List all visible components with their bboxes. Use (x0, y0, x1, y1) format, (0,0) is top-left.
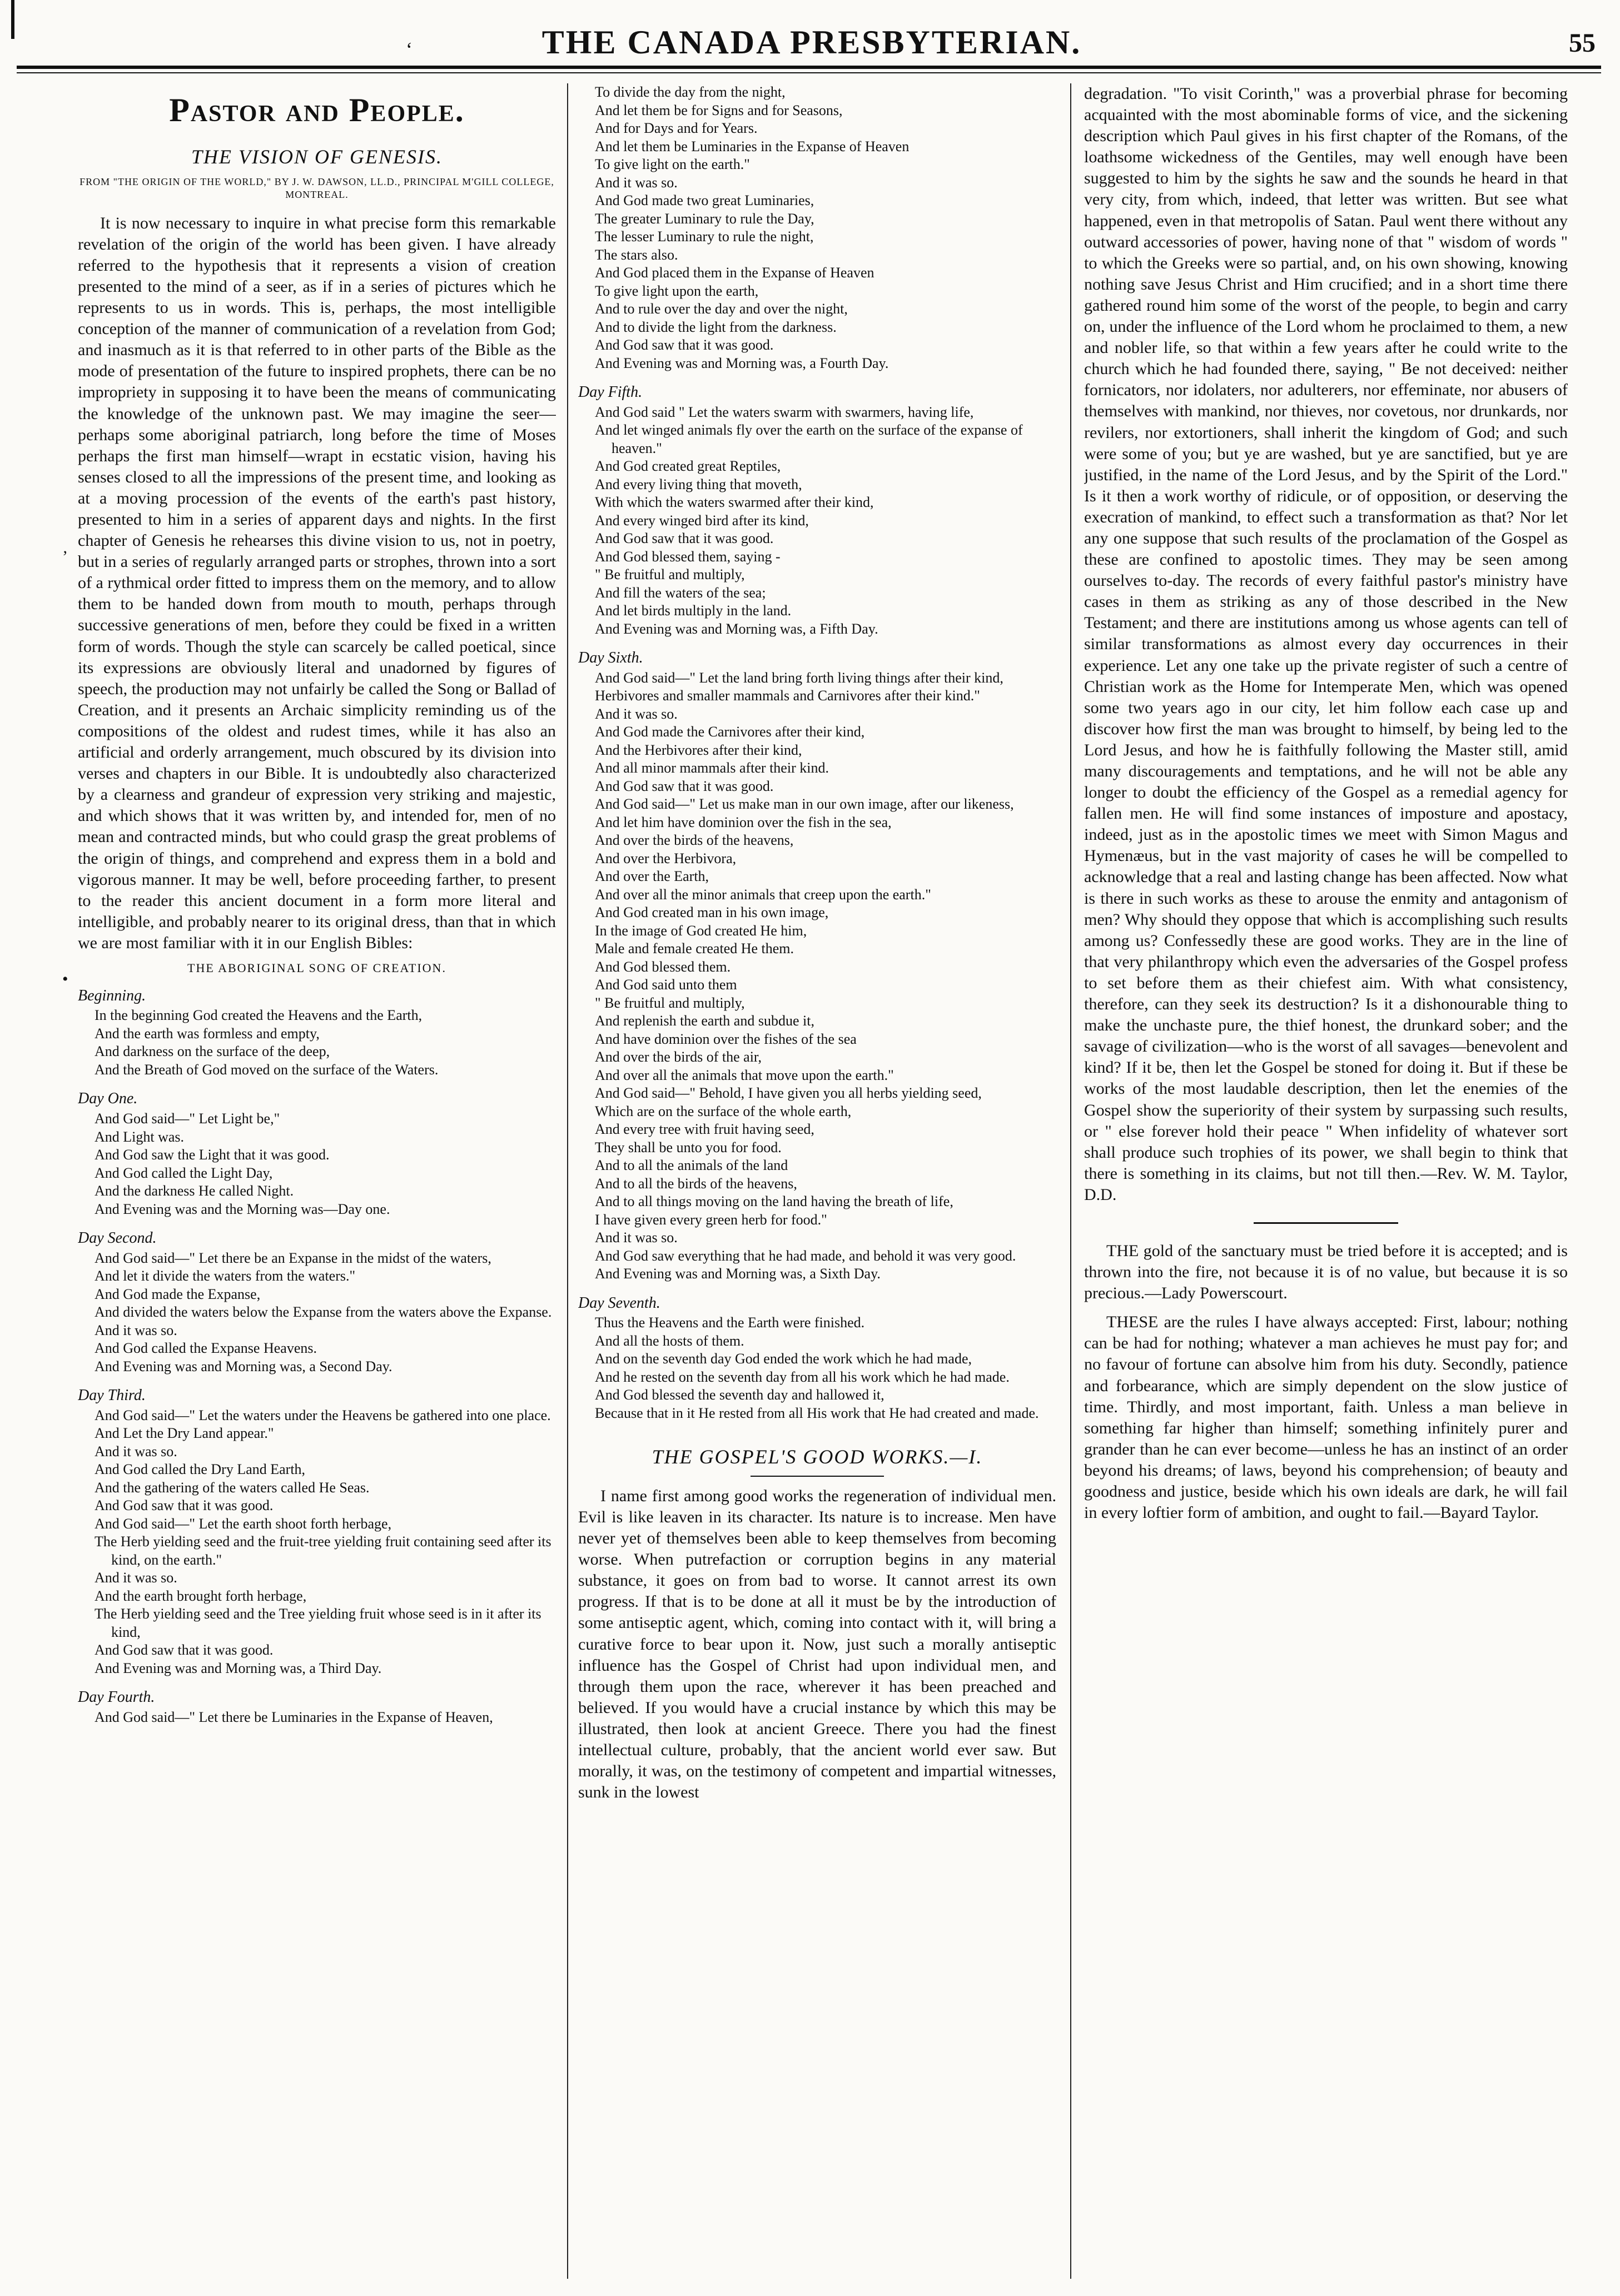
verse-line: And Light was. (95, 1128, 185, 1145)
verse-line: And every tree with fruit having seed, (595, 1121, 814, 1138)
verse-line: And to all the birds of the heavens, (595, 1175, 797, 1192)
verse-line: And it was so. (95, 1322, 177, 1338)
verse-line: And Evening was and the Morning was—Day one. (95, 1201, 390, 1217)
masthead-mark: ‘ (406, 38, 413, 61)
verse-line: And it was so. (95, 1443, 177, 1460)
verse-line: And God called the Expanse Heavens. (95, 1340, 317, 1357)
verse-line: And have dominion over the fishes of the sea (595, 1030, 857, 1047)
column-2 (578, 83, 1056, 2279)
verse-line: And let them be Luminaries in the Expanse of Heaven (595, 138, 910, 155)
article-byline: FROM "THE ORIGIN OF THE WORLD," BY J. W. DAWSON, LL.D., PRINCIPAL M'GILL COLLEGE, MONTREAL. (79, 176, 554, 201)
verse-line: And over the birds of the air, (595, 1049, 762, 1065)
verse-line: And it was so. (595, 1229, 678, 1246)
verse-line: And God said—" Let us make man in our own image, after our likeness, (595, 796, 1014, 813)
verse-line: And it was so. (595, 705, 678, 722)
verse-line: In the image of God created He him, (595, 922, 807, 939)
column-divider-1 (567, 83, 568, 2279)
verse-line: And God placed them in the Expanse of Heaven (595, 265, 874, 281)
verse-line: And it was so. (595, 174, 678, 191)
article2-body-continued: degradation. "To visit Corinth," was a proverbial phrase for becoming acquainted with the most abominable forms of vice, and the sickening description which Paul gives in his first chapter of the Romans, of the loathsome wickedness of the Gentiles, may well enough have been suggested to him by the sights he saw and the sounds he heard in that very city, from which, indeed, that letter was written. But see what happened, even in that metropolis of Satan. Paul went there without any outward accessories of power, having none of that " wisdom of words " to which the Greeks were so partial, and, on his own showing, knowing nothing save Jesus Christ and Him crucified; and in a short time there gathered round him some of the worst of the people, to begin and carry on, under the influence of the Lord whom he proclaimed to them, a new and nobler life, so that within a few years after he could write to the church which he had founded there, saying, " Be not deceived: neither fornicators, nor idolaters, nor adulterers, nor effeminate, nor abusers of themselves with mankind, nor thieves, nor covetous, nor drunkards, nor revilers, nor extortioners, shall inherit the kingdom of God; and such were some of you; but ye are washed, but ye are sanctified, but ye are justified, in the name of the Lord Jesus, and by the Spirit of the Lord." Is it then a work worthy of ridicule, or of opposition, or deserving the execration of mankind, to effect such a transformation as that? Nor let any one suppose that such results of the proclamation of the Gospel as these are confined to apostolic times. They may be seen among ourselves to-day. The records of every faithful pastor's ministry have cases in them as striking as any of those described in the New Testament; and there are institutions among us whose agents can tell of similar transformations as almost every day occurrences in their experience. Let any one take up the private register of such a centre of Christian work as the Home for Intemperate Men, which was opened some two years ago in our city, let him follow each case up and discover how first the man was brought to himself, by being led to the Lord Jesus, and how he is faithfully following the Master still, amid many discouragements and temptations, and he will not be able any longer to doubt the efficiency of the Gospel as a remedial agency for fallen men. He will find some instances of imposture and apostacy, indeed, just as in the apostolic times we meet with Simon Magus and Hymenæus, but in the vast majority of cases he will be compelled to acknowledge that a real and lasting change has been affected. Now what is there in such works as these to arouse the enmity and antagonism of men? Why should they oppose that which is accomplishing such results among us? Confessedly these are good works. They are in the line of that very philanthropy which even the adversaries of the Gospel profess to set before them as their chiefest aim. With what consistency, therefore, can they seek its destruction? Is it a dishonourable thing to make the unchaste pure, the thief honest, the drunkard sober; and the savage of civilization—who is the worst of all savages—benevolent and kind? If it be, then let the Gospel be stoned for doing it. But if these be works of the most laudable description, then let the enemies of the Gospel show the superiority of their system by surpassing such results, or " else forever hold their peace " When infidelity of whatever sort shall produce such trophies of its power, we shall begin to think that there is something in its claims, but not till then.—Rev. W. M. Taylor, D.D. (1084, 84, 1568, 1204)
day-label: Day One. (78, 1090, 138, 1108)
quote-powerscourt: THE gold of the sanctuary must be tried before it is accepted; and is thrown into the fire, not because it is of no value, but because it is so precious.—Lady Powerscourt. (1084, 1241, 1568, 1303)
verse-line: And God called the Light Day, (95, 1164, 273, 1181)
verse-line: To divide the day from the night, (595, 84, 786, 100)
verse-line: And let him have dominion over the fish in the sea, (595, 814, 892, 830)
article2-body: I name first among good works the regeneration of individual men. Evil is like leaven in its character. Its nature is to increase. Men have never yet of themselves been able to keep themselves from becoming worse. When putrefaction or corruption begins in any material substance, it goes on from bad to worse. It cannot arrest its own progress. If that is to be done at all it must be by the introduction of some antiseptic agent, which, coming into contact with it, will bring a curative force to bear upon it. Now, just such a morally antiseptic influence has the Gospel of Christ had upon individual men, and through them upon the race, wherever it has been preached and believed. If you would have a crucial instance by which this may be illustrated, then look at ancient Greece. There you had the finest intellectual culture, probably, that the ancient world ever saw. But morally, it was, on the testimony of competent and impartial witnesses, sunk in the lowest (578, 1486, 1056, 1802)
day-label: Day Fourth. (78, 1689, 155, 1706)
column-1 (78, 83, 556, 2279)
verse-line: The stars also. (595, 246, 678, 263)
margin-mark: ’ (62, 547, 68, 566)
song-subheading: THE ABORIGINAL SONG OF CREATION. (187, 960, 446, 975)
verse-line: And darkness on the surface of the deep, (95, 1043, 330, 1060)
section-divider (1254, 1222, 1398, 1224)
verse-line: And let birds multiply in the land. (595, 602, 792, 619)
left-edge-bar (11, 0, 14, 39)
verse-line: Which are on the surface of the whole earth, (595, 1103, 852, 1119)
page-number: 55 (1569, 28, 1596, 58)
verse-line: To give light on the earth." (595, 156, 750, 172)
verse-line: And Evening was and Morning was, a Sixth Day. (595, 1266, 881, 1282)
verse-line: And divided the waters below the Expanse from the waters above the Expanse. (95, 1304, 552, 1321)
verse-line: With which the waters swarmed after their kind, (595, 494, 874, 511)
verse-line: And over the Earth, (595, 868, 709, 885)
song-days-part2 (578, 382, 1056, 1422)
verse-line: Thus the Heavens and the Earth were finished. (595, 1314, 865, 1331)
margin-bullet: • (62, 970, 68, 988)
verse-line: And it was so. (95, 1570, 177, 1586)
verse-line: And all minor mammals after their kind. (595, 760, 829, 776)
verse-line: And over all the animals that move upon the earth." (595, 1067, 894, 1083)
masthead-rule-thin (17, 72, 1601, 73)
verse-line: Male and female created He them. (595, 940, 794, 957)
verse-line: The Herb yielding seed and the fruit-tree yielding fruit containing seed after its kind, on the earth." (95, 1533, 551, 1568)
verse-line: And Evening was and Morning was, a Second Day. (95, 1358, 392, 1374)
verse-line: And over the birds of the heavens, (595, 832, 794, 849)
verse-line: And to all the animals of the land (595, 1157, 788, 1174)
day-label: Beginning. (78, 987, 146, 1004)
day-label: Day Third. (78, 1387, 146, 1405)
article-title: THE VISION OF GENESIS. (191, 146, 443, 168)
verse-line: Because that in it He rested from all His work that He had created and made. (595, 1405, 1039, 1421)
verse-line: " Be fruitful and multiply, (595, 994, 745, 1011)
verse-line: And the darkness He called Night. (95, 1183, 294, 1199)
verse-line: And Evening was and Morning was, a Fourth Day. (595, 355, 889, 371)
verse-line: And God said unto them (595, 977, 737, 993)
verse-line: And the gathering of the waters called He Seas. (95, 1479, 370, 1496)
verse-line: And on the seventh day God ended the work which he had made, (595, 1351, 972, 1367)
verse-line: They shall be unto you for food. (595, 1139, 782, 1156)
verse-line: And let it divide the waters from the waters." (95, 1268, 356, 1284)
verse-line: The greater Luminary to rule the Day, (595, 210, 814, 227)
verse-line: And God said—" Let the waters under the Heavens be gathered into one place. (95, 1407, 551, 1423)
verse-line: Herbivores and smaller mammals and Carnivores after their kind." (595, 688, 980, 704)
title-rule (751, 1476, 884, 1477)
verse-line: And God created great Reptiles, (595, 458, 781, 475)
verse-line: And he rested on the seventh day from all his work which he had made. (595, 1368, 1010, 1385)
verse-line: And God saw the Light that it was good. (95, 1147, 330, 1163)
verse-line: And Evening was and Morning was, a Fifth Day. (595, 620, 878, 637)
verse-line: And God saw that it was good. (95, 1642, 274, 1659)
verse-line: " Be fruitful and multiply, (595, 566, 745, 583)
verse-line: In the beginning God created the Heavens and the Earth, (95, 1007, 423, 1024)
verse-line: And to divide the light from the darkness. (595, 318, 837, 335)
verse-line: And replenish the earth and subdue it, (595, 1013, 814, 1029)
day-label: Day Second. (78, 1229, 157, 1247)
verse-line: The Herb yielding seed and the Tree yielding fruit whose seed is in it after its kind, (95, 1606, 541, 1640)
verse-line: And God saw that it was good. (595, 337, 774, 353)
verse-line: And God called the Dry Land Earth, (95, 1461, 306, 1478)
verse-line: And God saw that it was good. (595, 778, 774, 794)
verse-line: And over all the minor animals that creep upon the earth." (595, 886, 931, 903)
day-label: Day Sixth. (578, 649, 643, 667)
verse-line: And God said—" Let Light be," (95, 1110, 280, 1127)
verse-line: And God said—" Let there be Luminaries in the Expanse of Heaven, (95, 1709, 493, 1725)
song-days-part1 (78, 986, 556, 1726)
section-heading: Pastor and People. (169, 92, 465, 128)
verse-line: I have given every green herb for food." (595, 1211, 827, 1228)
verse-line: And God said—" Behold, I have given you all herbs yielding seed, (595, 1085, 982, 1102)
quote-bayard-taylor: THESE are the rules I have always accepted: First, labour; nothing can be had for nothing; whatever a man achieves he must pay for; and no favour of fortune can absolve him from his duty. Secondly, patience and forbearance, which are simply dependent on the slow justice of time. Thirdly, and most important, faith. Unless a man believe in something far higher than himself; something infinitely purer and grander than he can ever become—unless he has an instinct of an order beyond his dreams; of laws, beyond his comprehension; of beauty and goodness and justice, beside which his own ideals are dark, he will fail in every loftier form of ambition, and ought to fail.—Bayard Taylor. (1084, 1313, 1568, 1522)
verse-line: And the earth brought forth herbage, (95, 1587, 307, 1604)
verse-line: And every living thing that moveth, (595, 476, 802, 492)
verse-line: And let them be for Signs and for Seasons, (595, 102, 843, 118)
verse-line: And the earth was formless and empty, (95, 1025, 320, 1042)
verse-line: And over the Herbivora, (595, 850, 737, 866)
verse-line: And God blessed the seventh day and hallowed it, (595, 1387, 884, 1403)
masthead (22, 11, 1601, 67)
verse-line: And God made two great Luminaries, (595, 192, 814, 208)
day-label: Day Fifth. (578, 384, 643, 401)
masthead-title: THE CANADA PRESBYTERIAN. (541, 24, 1082, 61)
verse-line: And for Days and for Years. (595, 120, 758, 136)
column-divider-2 (1070, 83, 1071, 2279)
masthead-rule (17, 66, 1601, 69)
verse-line: And God blessed them. (595, 958, 731, 975)
verse-line: And God made the Expanse, (95, 1286, 261, 1302)
verse-line: And let winged animals fly over the earth on the surface of the expanse of heaven." (595, 422, 1023, 456)
verse-line: And God blessed them, saying - (595, 548, 781, 565)
day-label: Day Seventh. (578, 1294, 660, 1312)
verse-line: And fill the waters of the sea; (595, 584, 766, 601)
article2-title: THE GOSPEL'S GOOD WORKS.—I. (652, 1446, 983, 1468)
column-3 (1084, 83, 1568, 2279)
verse-line: And Let the Dry Land appear." (95, 1425, 274, 1442)
verse-line: And God said—" Let there be an Expanse in the midst of the waters, (95, 1249, 491, 1266)
verse-line: And God created man in his own image, (595, 904, 829, 921)
verse-line: And to all things moving on the land having the breath of life, (595, 1193, 953, 1210)
verse-line: And to rule over the day and over the night, (595, 301, 848, 317)
verse-line: And God saw that it was good. (595, 530, 774, 547)
verse-line: The lesser Luminary to rule the night, (595, 228, 814, 245)
verse-line: And God saw that it was good. (95, 1497, 274, 1514)
verse-line: And God said—" Let the land bring forth living things after their kind, (595, 669, 1003, 686)
verse-line: And Evening was and Morning was, a Third Day. (95, 1660, 382, 1676)
verse-line: And all the hosts of them. (595, 1332, 744, 1349)
verse-line: And the Herbivores after their kind, (595, 741, 802, 758)
day-four-continued (578, 83, 1056, 372)
verse-line: And God saw everything that he had made, and behold it was very good. (595, 1247, 1016, 1264)
verse-line: And God said—" Let the earth shoot forth herbage, (95, 1515, 392, 1532)
verse-line: And every winged bird after its kind, (595, 512, 809, 529)
verse-line: And the Breath of God moved on the surface of the Waters. (95, 1061, 439, 1078)
verse-line: And God said " Let the waters swarm with swarmers, having life, (595, 404, 974, 420)
verse-line: And God made the Carnivores after their kind, (595, 724, 865, 740)
article-body: It is now necessary to inquire in what precise form this remarkable revelation of the origin of the world has been given. I have already referred to the hypothesis that it represents a vision of creation presented to the mind of a seer, as if in a series of pictures which he represents to us in words. This is, perhaps, the most intelligible conception of the manner of communication of a revelation from God; and inasmuch as it is that referred to in other parts of the Bible as the mode of presentation of the future to inspired prophets, there can be no impropriety in supposing it to have been the means of communicating the knowledge of the unknown past. We may imagine the seer—perhaps some aboriginal patriarch, long before the time of Moses perhaps the first man himself—wrapt in ecstatic vision, having his senses closed to all the impressions of the present time, and looking as at a moving procession of the events of the earth's past history, presented to him in a series of apparent days and nights. In the first chapter of Genesis he rehearses this divine vision to us, not in poetry, but in a series of regularly arranged parts or strophes, thrown into a sort of a rythmical order fitted to impress them on the memory, and to allow them to be handed down from mouth to mouth, perhaps through successive generations of men, before they could be fixed in a written form of words. Though the style can scarcely be called poetical, since its expressions are obviously literal and unadorned by figures of speech, the production may not unfairly be called the Song or Ballad of Creation, and it presents an Archaic simplicity reminding us of the compositions of the oldest and rudest times, while it has also an artificial and orderly arrangement, much obscured by its division into verses and chapters in our Bible. It is undoubtedly also characterized by a clearness and grandeur of expression very striking and majestic, and which shows that it was written by, and intended for, men of no mean and contracted minds, but who could grasp the great problems of the origin of things, and comprehend and express them in a bold and vigorous manner. It may be well, before proceeding farther, to present to the reader this ancient document in a form more literal and intelligible, and probably nearer to its original dress, than that in which we are most familiar with it in our English Bibles: (78, 213, 556, 952)
verse-line: To give light upon the earth, (595, 282, 759, 299)
